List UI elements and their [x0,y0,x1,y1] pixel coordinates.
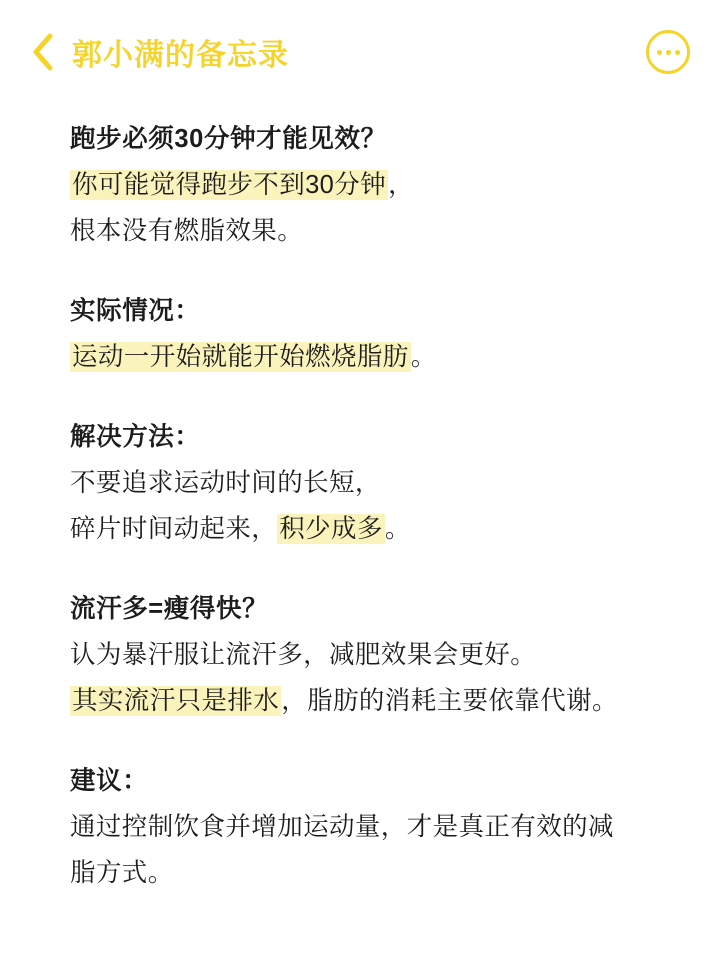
plain-text: ，脂肪的消耗主要依靠代谢。 [281,687,618,715]
app-header [0,0,720,104]
note-heading-line [70,758,676,804]
note-text-line [70,632,676,678]
note-block [70,116,676,254]
plain-text: 脂方式。 [70,859,174,887]
highlighted-text: 运动一开始就能开始燃烧脂肪 [72,343,409,371]
note-text-line [70,850,676,896]
highlighted-text: 积少成多 [279,515,383,543]
plain-text: 实际情况： [70,297,201,325]
plain-text: 跑步必须30分钟才能见效？ [70,125,387,153]
highlighted-text: 其实流汗只是排水 [72,687,280,715]
more-options-button[interactable] [646,30,690,74]
note-text-line [70,460,676,506]
plain-text: 不要追求运动时间的长短， [70,469,381,497]
plain-text: 。 [410,343,437,371]
plain-text: 解决方法： [70,423,201,451]
note-text-line [70,678,676,724]
note-text-line [70,162,676,208]
note-block [70,586,676,724]
highlighted-text: 你可能觉得跑步不到30分钟 [72,171,387,199]
ellipsis-icon [657,50,680,55]
plain-text: ， [388,171,414,199]
note-block [70,414,676,552]
page-title: 郭小满的备忘录 [72,39,289,72]
plain-text: 建议： [70,767,149,795]
note-text-line [70,804,676,850]
note-heading-line [70,414,676,460]
note-block [70,758,676,896]
back-button[interactable] [26,30,60,74]
plain-text: 碎片时间动起来， [70,515,278,543]
chevron-left-icon [31,33,55,71]
note-heading-line [70,116,676,162]
note-text-line [70,208,676,254]
note-heading-line [70,288,676,334]
note-block [70,288,676,380]
note-text-line [70,506,676,552]
note-text-line [70,334,676,380]
plain-text: 通过控制饮食并增加运动量，才是真正有效的减 [70,813,614,841]
plain-text: 根本没有燃脂效果。 [70,217,304,245]
note-content [0,104,720,896]
plain-text: 认为暴汗服让流汗多，减肥效果会更好。 [70,641,537,669]
plain-text: 。 [384,515,411,543]
note-heading-line [70,586,676,632]
plain-text: 流汗多=瘦得快？ [70,595,269,623]
